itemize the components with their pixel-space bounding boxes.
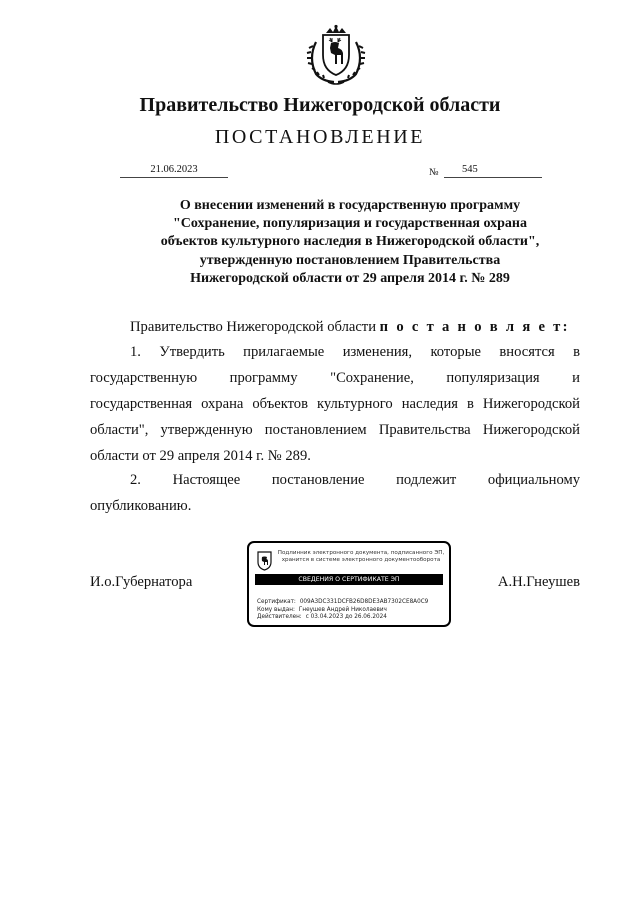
issued-to-label: Кому выдан: <box>257 606 295 613</box>
paragraph-line: 2. Настоящее постановление подлежит официальному <box>130 472 580 488</box>
validity-label: Действителен: <box>257 614 302 621</box>
document-number: 545 <box>444 163 542 178</box>
issued-to-value: Гнеушев Андрей Николаевич <box>298 606 387 613</box>
electronic-signature-stamp <box>247 541 451 627</box>
paragraph-line: опубликованию. <box>90 498 192 514</box>
government-title: Правительство Нижегородской области <box>139 94 501 116</box>
document-type-title: ПОСТАНОВЛЕНИЕ <box>214 126 426 148</box>
heading-line: объектов культурного наследия в Нижегородской области", <box>160 234 540 250</box>
item-2-paragraph <box>90 467 580 519</box>
stamp-title-bar: СВЕДЕНИЯ О СЕРТИФИКАТЕ ЭП <box>255 574 443 585</box>
heading-line: О внесении изменений в государственную программу <box>179 198 521 213</box>
document-date: 21.06.2023 <box>120 163 228 178</box>
certificate-label: Сертификат: <box>257 599 296 605</box>
paragraph-line: области", утвержденную постановлением Правительства Нижегородской <box>90 422 580 438</box>
preamble-text: Правительство Нижегородской области <box>130 319 376 335</box>
preamble <box>130 314 570 340</box>
certificate-row <box>257 599 428 607</box>
signatory-name: А.Н.Гнеушев <box>497 574 580 590</box>
coat-of-arms-emblem <box>302 24 370 86</box>
heading-line: "Сохранение, популяризация и государственная охрана <box>172 216 527 232</box>
document-number-label: № <box>429 167 439 178</box>
item-1-paragraph <box>90 339 580 469</box>
paragraph-line: области от 29 апреля 2014 г. № 289. <box>90 448 311 464</box>
validity-value: с 03.04.2023 до 26.06.2024 <box>305 614 387 621</box>
heading-line: утвержденную постановлением Правительства <box>199 252 501 268</box>
region-emblem-icon <box>257 551 272 571</box>
paragraph-line: государственную программу "Сохранение, популяризация и <box>90 370 580 386</box>
paragraph-line: государственная охрана объектов культурного наследия в Нижегородской <box>90 396 580 412</box>
stamp-notice-line: хранится в системе электронного документооборота <box>281 557 441 564</box>
stamp-notice-line: Подлинник электронного документа, подписанного ЭП, <box>277 550 445 556</box>
decree-word: п о с т а н о в л я е т: <box>379 319 570 335</box>
document-heading <box>60 197 640 288</box>
certificate-value: 009A3DC331DCFB26D8DE3AB7302CE8A0C9 <box>299 599 429 605</box>
validity-row <box>257 614 387 622</box>
stamp-notice <box>275 550 447 565</box>
heading-line: Нижегородской области от 29 апреля 2014 г. № 289 <box>190 270 510 286</box>
paragraph-line: 1. Утвердить прилагаемые изменения, которые вносятся в <box>130 344 580 360</box>
signatory-position: И.о.Губернатора <box>90 574 193 590</box>
